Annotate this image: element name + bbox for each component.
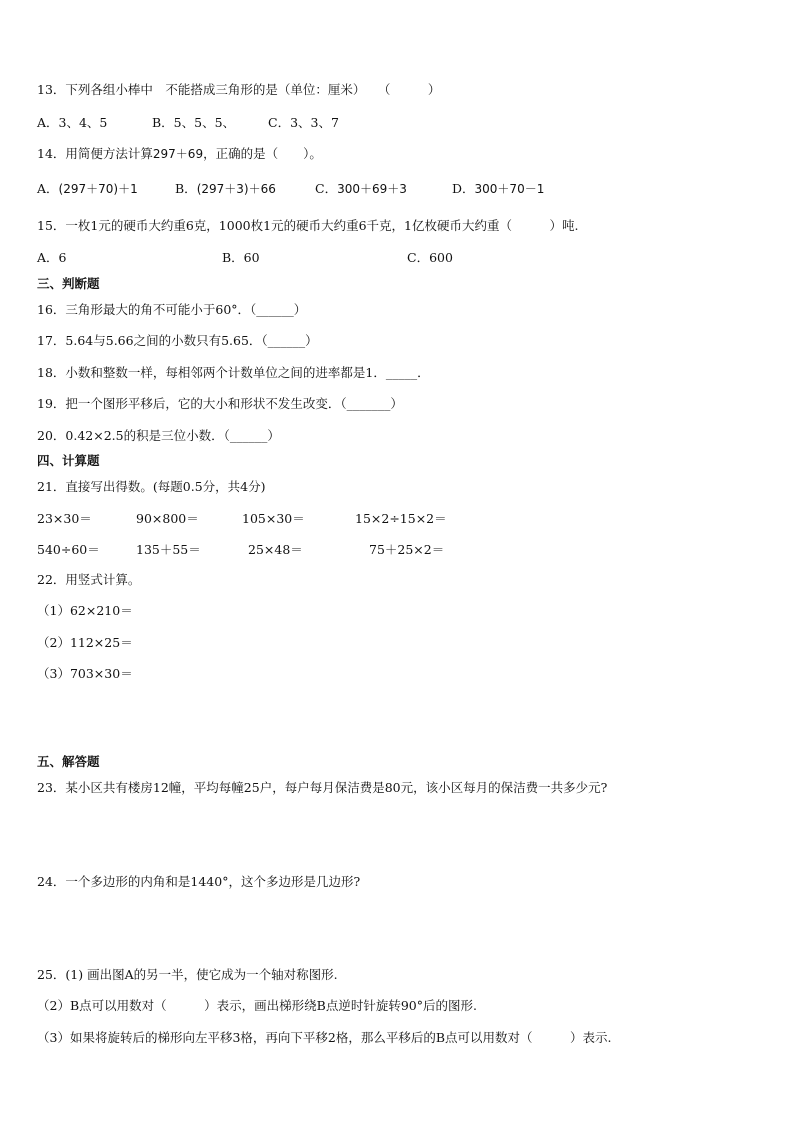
question-20: 20．0.42×2.5的积是三位小数．（______）: [37, 428, 280, 443]
q22-item-3: （3）703×30＝: [37, 666, 133, 681]
q13-option-b: B．5、5、5、: [152, 115, 236, 130]
q14-stem-suffix: ，正确的是（ ）。: [203, 146, 322, 161]
question-21: 21．直接写出得数。(每题0.5分，共4分): [37, 479, 266, 494]
q21-item: 90×800＝: [136, 511, 199, 526]
q14-option-d-expr: 300＋70－1: [474, 182, 545, 196]
q22-item-2: （2）112×25＝: [37, 635, 133, 650]
question-22: 22．用竖式计算。: [37, 572, 141, 587]
q21-item: 15×2÷15×2＝: [355, 511, 447, 526]
q15-option-b: B．60: [222, 250, 260, 265]
q21-item: 25×48＝: [248, 542, 303, 557]
question-13: 13．下列各组小棒中 不能搭成三角形的是（单位：厘米） （ ）: [37, 82, 441, 97]
q14-option-c-label: C．: [315, 181, 338, 196]
q14-option-d: [452, 181, 544, 197]
q14-stem-prefix: 14．用简便方法计算: [37, 146, 153, 161]
q15-option-c: C．600: [407, 250, 453, 265]
q14-option-c-expr: 300＋69＋3: [337, 182, 407, 196]
q14-option-c: [315, 181, 407, 197]
question-24: 24．一个多边形的内角和是1440°，这个多边形是几边形?: [37, 874, 361, 889]
q14-option-a: [37, 181, 138, 197]
question-23: 23．某小区共有楼房12幢，平均每幢25户，每户每月保洁费是80元，该小区每月的保洁费一共多少元?: [37, 780, 608, 795]
question-25-part-1: 25．(1) 画出图A的另一半，使它成为一个轴对称图形.: [37, 967, 338, 982]
q13-option-c: C．3、3、7: [268, 115, 339, 130]
section-answer-heading: 五、解答题: [37, 754, 100, 769]
section-judgment-heading: 三、判断题: [37, 276, 100, 291]
q14-option-a-expr: (297＋70)＋1: [58, 182, 138, 196]
q21-item: 75＋25×2＝: [369, 542, 445, 557]
q21-item: 105×30＝: [242, 511, 305, 526]
section-calculation-heading: 四、计算题: [37, 453, 100, 468]
question-25-part-2: （2）B点可以用数对（ ）表示，画出梯形绕B点逆时针旋转90°后的图形.: [37, 998, 477, 1013]
question-18: 18．小数和整数一样，每相邻两个计数单位之间的进率都是1．_____．: [37, 365, 430, 380]
question-25-part-3: （3）如果将旋转后的梯形向左平移3格，再向下平移2格，那么平移后的B点可以用数对（ ）表示.: [37, 1030, 612, 1045]
q22-item-1: （1）62×210＝: [37, 603, 133, 618]
q21-item: 540÷60＝: [37, 542, 100, 557]
question-15: 15．一枚1元的硬币大约重6克，1000枚1元的硬币大约重6千克，1亿枚硬币大约重（ ）吨.: [37, 218, 579, 233]
q21-item: 135＋55＝: [136, 542, 201, 557]
q14-option-b-label: B．: [175, 181, 197, 196]
q14-option-b-expr: (297＋3)＋66: [196, 182, 276, 196]
q21-item: 23×30＝: [37, 511, 92, 526]
q13-option-a: A．3、4、5: [37, 115, 108, 130]
question-14: [37, 146, 322, 162]
question-16: 16．三角形最大的角不可能小于60°．（______）: [37, 302, 307, 317]
q14-option-a-label: A．: [37, 181, 59, 196]
q14-option-b: [175, 181, 276, 197]
q14-expression: 297＋69: [152, 147, 204, 161]
q14-option-d-label: D．: [452, 181, 475, 196]
question-17: 17．5.64与5.66之间的小数只有5.65．（______）: [37, 333, 318, 348]
q15-option-a: A．6: [37, 250, 67, 265]
question-19: 19．把一个图形平移后，它的大小和形状不发生改变．（_______）: [37, 396, 403, 411]
